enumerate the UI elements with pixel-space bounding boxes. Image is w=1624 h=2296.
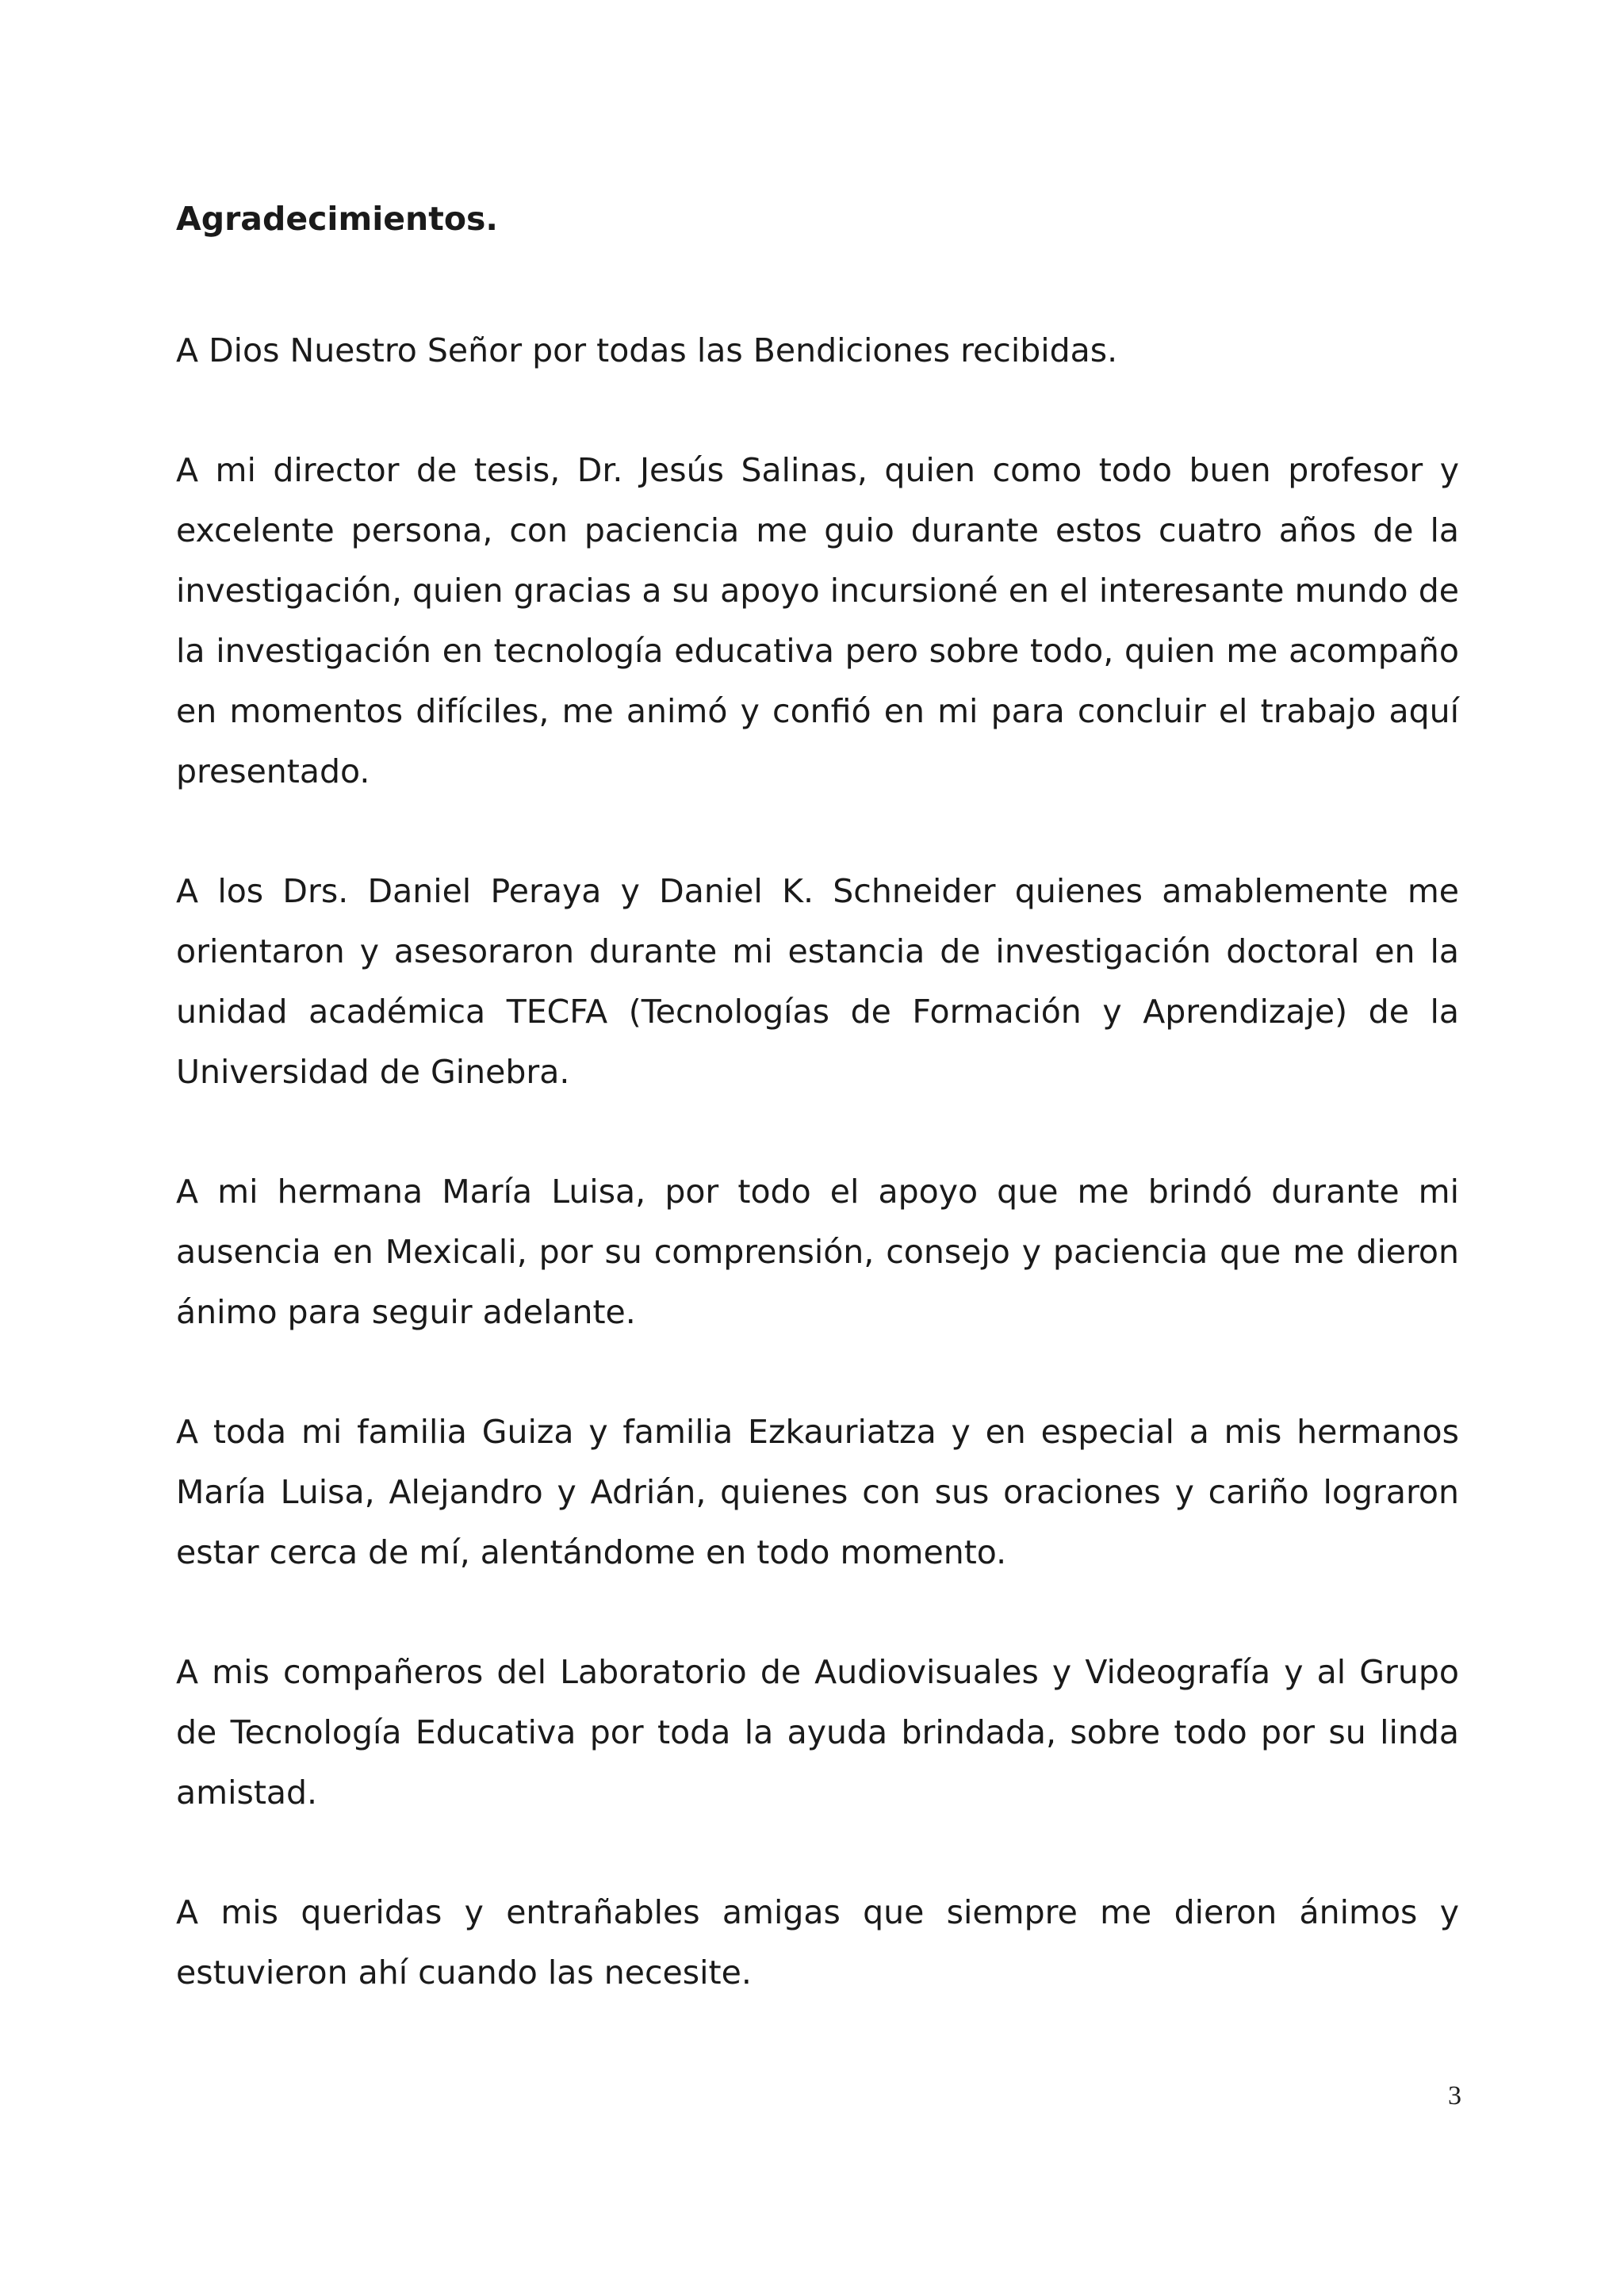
paragraph-sister: A mi hermana María Luisa, por todo el apoyo que me brindó durante mi ausencia en Mexicali, por su comprensión, consejo y paciencia que me dieron ánimo para seguir adelante. <box>176 1173 1459 1331</box>
page-content <box>176 195 1459 2062</box>
page-number: 3 <box>1448 2081 1461 2110</box>
paragraph-friends: A mis queridas y entrañables amigas que siempre me dieron ánimos y estuvieron ahí cuando las necesite. <box>176 1893 1459 1992</box>
paragraph-family: A toda mi familia Guiza y familia Ezkauriatza y en especial a mis hermanos María Luisa, Alejandro y Adrián, quienes con sus oraciones y cariño lograron estar cerca de mí, alentándome en todo momento. <box>176 1413 1459 1571</box>
paragraph-thesis-director: A mi director de tesis, Dr. Jesús Salinas, quien como todo buen profesor y excelente persona, con paciencia me guio durante estos cuatro años de la investigación, quien gracias a su apoyo incursioné en el interesante mundo de la investigación en tecnología educativa pero sobre todo, quien me acompaño en momentos difíciles, me animó y confió en mi para concluir el trabajo aquí presentado. <box>176 451 1459 790</box>
section-heading: Agradecimientos. <box>176 200 498 238</box>
paragraph-colleagues: A mis compañeros del Laboratorio de Audiovisuales y Videografía y al Grupo de Tecnología Educativa por toda la ayuda brindada, sobre todo por su linda amistad. <box>176 1653 1459 1812</box>
paragraph-dedication: A Dios Nuestro Señor por todas las Bendiciones recibidas. <box>176 331 1118 369</box>
paragraph-tecfa-advisors: A los Drs. Daniel Peraya y Daniel K. Schneider quienes amablemente me orientaron y asesoraron durante mi estancia de investigación doctoral en la unidad académica TECFA (Tecnologías de Formación y Aprendizaje) de la Universidad de Ginebra. <box>176 872 1459 1091</box>
